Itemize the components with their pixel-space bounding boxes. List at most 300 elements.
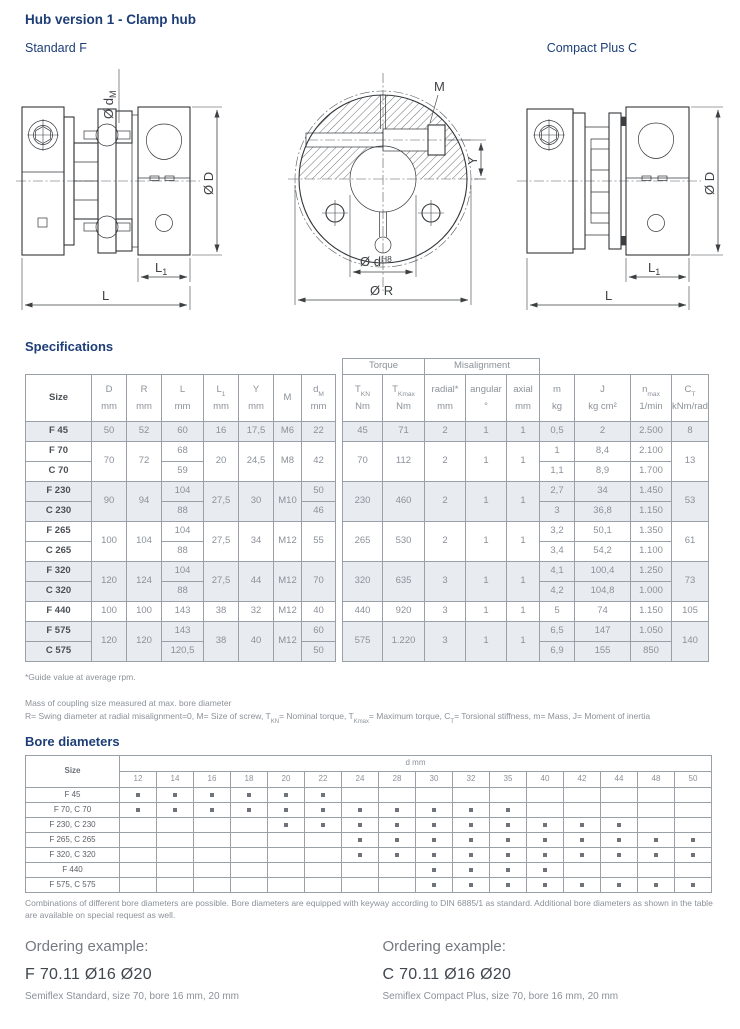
bore-empty-cell — [305, 878, 342, 893]
bore-empty-cell — [527, 788, 564, 803]
table-cell: F 575 — [26, 622, 92, 642]
table-cell: 6,5 — [540, 622, 575, 642]
dim-label-y: Y — [465, 156, 480, 165]
table-cell: 2 — [425, 422, 466, 442]
table-cell: 88 — [162, 542, 204, 562]
bore-diameter-header: 50 — [675, 772, 712, 788]
bore-mark-cell — [638, 878, 675, 893]
table-cell: M12 — [274, 622, 302, 662]
table-cell: 4,1 — [540, 562, 575, 582]
ordering-examples — [25, 938, 740, 1002]
table-cell: 1,1 — [540, 462, 575, 482]
bore-mark-cell — [601, 833, 638, 848]
screw-label-m: M — [434, 79, 445, 94]
bore-mark-cell — [601, 878, 638, 893]
table-cell: 1 — [466, 622, 507, 662]
table-cell: L mm — [162, 375, 204, 422]
table-cell: 104 — [162, 482, 204, 502]
table-cell: 88 — [162, 582, 204, 602]
bore-mark-cell — [527, 818, 564, 833]
bore-mark-cell — [342, 818, 379, 833]
bore-dmm-header: d mm — [120, 756, 712, 772]
bore-mark-cell — [490, 803, 527, 818]
bore-empty-cell — [379, 788, 416, 803]
bore-empty-cell — [120, 878, 157, 893]
table-cell: $L_1$ mm — [204, 375, 239, 422]
ordering-heading: Ordering example: — [382, 938, 506, 956]
bore-empty-cell — [157, 818, 194, 833]
bore-empty-cell — [157, 848, 194, 863]
table-cell: C 265 — [26, 542, 92, 562]
bore-mark-cell — [416, 803, 453, 818]
ordering-description: Semiflex Compact Plus, size 70, bore 16 mm, 20 mm — [382, 991, 619, 1003]
bore-mark-cell — [527, 863, 564, 878]
table-cell: $n_{max}$ 1/min — [631, 375, 672, 422]
bore-empty-cell — [231, 878, 268, 893]
table-cell: 46 — [302, 502, 336, 522]
group-header-torque: Torque — [343, 359, 425, 375]
bore-empty-cell — [564, 788, 601, 803]
table-cell: M — [274, 375, 302, 422]
table-cell: 120 — [92, 622, 127, 662]
footnote-guide-value: *Guide value at average rpm. — [25, 672, 136, 682]
table-cell: 120 — [127, 622, 162, 662]
table-cell: 1 — [466, 522, 507, 562]
bore-row-label: F 575, C 575 — [26, 878, 120, 893]
table-cell: angular ° — [466, 375, 507, 422]
bore-mark-cell — [601, 848, 638, 863]
table-cell: 100 — [92, 602, 127, 622]
bore-empty-cell — [564, 803, 601, 818]
footnote-mass: Mass of coupling size measured at max. bore diameter — [25, 698, 232, 708]
table-cell: 1 — [466, 562, 507, 602]
table-cell: 6,9 — [540, 642, 575, 662]
table-cell: 1.250 — [631, 562, 672, 582]
bore-mark-cell — [342, 848, 379, 863]
table-cell: 1 — [466, 442, 507, 482]
table-cell: $C_T$ kNm/rad — [672, 375, 709, 422]
bore-empty-cell — [305, 848, 342, 863]
table-cell: 104 — [127, 522, 162, 562]
bore-mark-cell — [379, 803, 416, 818]
table-cell: 2 — [575, 422, 631, 442]
page-title: Hub version 1 - Clamp hub — [25, 12, 197, 27]
bore-empty-cell — [231, 863, 268, 878]
table-cell: $T_{KN}$ Nm — [343, 375, 383, 422]
table-cell: 40 — [239, 622, 274, 662]
table-cell: C 320 — [26, 582, 92, 602]
dim-label-dm: Ø $d_M$ — [101, 90, 118, 119]
bore-empty-cell — [157, 863, 194, 878]
table-cell: 44 — [239, 562, 274, 602]
dim-label-l1: $L_1$ — [648, 260, 661, 277]
table-cell: 45 — [343, 422, 383, 442]
bore-empty-cell — [601, 863, 638, 878]
table-cell: 70 — [343, 442, 383, 482]
table-cell: 32 — [239, 602, 274, 622]
variant-labels — [25, 41, 637, 55]
table-cell: 1 — [507, 442, 540, 482]
table-cell: 3 — [425, 562, 466, 602]
table-cell: 105 — [672, 602, 709, 622]
bore-empty-cell — [490, 788, 527, 803]
bore-mark-cell — [120, 788, 157, 803]
table-cell: 0,5 — [540, 422, 575, 442]
table-cell: 320 — [343, 562, 383, 602]
table-cell: m kg — [540, 375, 575, 422]
table-cell: 1.150 — [631, 502, 672, 522]
bore-empty-cell — [268, 878, 305, 893]
table-cell: 143 — [162, 622, 204, 642]
bore-diameter-header: 35 — [490, 772, 527, 788]
table-cell: 1 — [507, 562, 540, 602]
bore-mark-cell — [453, 848, 490, 863]
bore-empty-cell — [157, 833, 194, 848]
table-cell: 60 — [302, 622, 336, 642]
bore-empty-cell — [231, 818, 268, 833]
table-cell: 3 — [540, 502, 575, 522]
bore-mark-cell — [379, 848, 416, 863]
ordering-heading: Ordering example: — [25, 938, 149, 956]
table-cell: 34 — [575, 482, 631, 502]
table-cell: J kg cm² — [575, 375, 631, 422]
table-cell: 68 — [162, 442, 204, 462]
col-header-size: Size — [26, 375, 92, 422]
bore-empty-cell — [268, 848, 305, 863]
bore-mark-cell — [527, 878, 564, 893]
bore-empty-cell — [194, 833, 231, 848]
bore-mark-cell — [453, 803, 490, 818]
bore-empty-cell — [342, 788, 379, 803]
table-cell: 24,5 — [239, 442, 274, 482]
table-cell: F 265 — [26, 522, 92, 542]
bore-diameters-section — [25, 755, 715, 893]
dim-label-d-h8: Ø $d^{H8}$ — [360, 254, 392, 269]
table-cell: 5 — [540, 602, 575, 622]
bore-diameter-header: 30 — [416, 772, 453, 788]
bore-mark-cell — [527, 833, 564, 848]
bore-mark-cell — [305, 788, 342, 803]
table-cell: 22 — [302, 422, 336, 442]
dim-label-diameter-d: Ø D — [201, 171, 216, 195]
table-cell: 140 — [672, 622, 709, 662]
bore-empty-cell — [120, 863, 157, 878]
bore-empty-cell — [194, 878, 231, 893]
table-cell: 1.100 — [631, 542, 672, 562]
table-cell: 104,8 — [575, 582, 631, 602]
drawing-standard-f — [14, 65, 252, 323]
bore-mark-cell — [268, 818, 305, 833]
bore-mark-cell — [490, 878, 527, 893]
table-cell: M8 — [274, 442, 302, 482]
bore-empty-cell — [379, 878, 416, 893]
dim-label-r: Ø R — [370, 283, 394, 298]
table-cell: 13 — [672, 442, 709, 482]
table-cell: 1 — [466, 422, 507, 442]
bore-row-label: F 265, C 265 — [26, 833, 120, 848]
table-cell: 104 — [162, 562, 204, 582]
bore-mark-cell — [453, 863, 490, 878]
table-cell: 8 — [672, 422, 709, 442]
bore-empty-cell — [601, 803, 638, 818]
ordering-description: Semiflex Standard, size 70, bore 16 mm, 20 mm — [25, 991, 239, 1003]
table-cell: F 440 — [26, 602, 92, 622]
table-cell: 3 — [425, 602, 466, 622]
ordering-example-compact-plus — [383, 938, 740, 1002]
bore-diameter-header: 44 — [601, 772, 638, 788]
table-cell: M6 — [274, 422, 302, 442]
bore-empty-cell — [120, 833, 157, 848]
drawing-compact-plus-c — [515, 65, 740, 323]
table-cell: 1.000 — [631, 582, 672, 602]
bore-empty-cell — [564, 863, 601, 878]
table-cell: 104 — [162, 522, 204, 542]
bore-mark-cell — [638, 848, 675, 863]
table-cell: 60 — [162, 422, 204, 442]
table-cell: 1 — [507, 602, 540, 622]
bore-empty-cell — [342, 878, 379, 893]
table-cell: 147 — [575, 622, 631, 642]
bore-mark-cell — [231, 803, 268, 818]
table-cell: 850 — [631, 642, 672, 662]
bore-diameter-header: 48 — [638, 772, 675, 788]
coupling-side-view — [16, 107, 200, 255]
table-cell: 30 — [239, 482, 274, 522]
bore-mark-cell — [453, 878, 490, 893]
bore-size-header: Size — [26, 756, 120, 788]
table-cell: 575 — [343, 622, 383, 662]
bore-empty-cell — [194, 818, 231, 833]
table-cell: Y mm — [239, 375, 274, 422]
table-cell: 124 — [127, 562, 162, 602]
bore-mark-cell — [194, 788, 231, 803]
table-cell: 20 — [204, 442, 239, 482]
bore-empty-cell — [305, 833, 342, 848]
bore-mark-cell — [231, 788, 268, 803]
bore-diameter-header: 18 — [231, 772, 268, 788]
table-cell: 635 — [383, 562, 425, 602]
table-cell: 530 — [383, 522, 425, 562]
table-cell: 4,2 — [540, 582, 575, 602]
bore-diameter-header: 28 — [379, 772, 416, 788]
table-cell: 440 — [343, 602, 383, 622]
table-cell: 1 — [507, 482, 540, 522]
bore-mark-cell — [305, 818, 342, 833]
bore-mark-cell — [157, 788, 194, 803]
table-cell: axial mm — [507, 375, 540, 422]
table-cell: 38 — [204, 602, 239, 622]
table-cell: F 320 — [26, 562, 92, 582]
bore-diameter-header: 40 — [527, 772, 564, 788]
bore-diameter-header: 22 — [305, 772, 342, 788]
table-cell: 1 — [507, 622, 540, 662]
table-cell: 90 — [92, 482, 127, 522]
table-cell: C 575 — [26, 642, 92, 662]
table-cell: radial* mm — [425, 375, 466, 422]
bore-empty-cell — [638, 863, 675, 878]
dim-label-l1: $L_1$ — [155, 260, 168, 277]
bore-row-label: F 320, C 320 — [26, 848, 120, 863]
bore-empty-cell — [120, 848, 157, 863]
table-cell: 1 — [507, 422, 540, 442]
table-cell: 52 — [127, 422, 162, 442]
bore-diameter-header: 32 — [453, 772, 490, 788]
table-cell: 50,1 — [575, 522, 631, 542]
table-cell: 74 — [575, 602, 631, 622]
table-cell: 94 — [127, 482, 162, 522]
table-cell: 50 — [92, 422, 127, 442]
bore-mark-cell — [416, 848, 453, 863]
bore-mark-cell — [416, 818, 453, 833]
bore-empty-cell — [268, 833, 305, 848]
bore-empty-cell — [342, 863, 379, 878]
table-cell: 3 — [425, 622, 466, 662]
table-cell: 1 — [466, 482, 507, 522]
table-cell: D mm — [92, 375, 127, 422]
table-cell: M12 — [274, 522, 302, 562]
bore-diameter-header: 20 — [268, 772, 305, 788]
table-cell: 2 — [425, 442, 466, 482]
ordering-code: F 70.11 Ø16 Ø20 — [25, 966, 152, 984]
bore-mark-cell — [453, 818, 490, 833]
table-cell: 100 — [127, 602, 162, 622]
bore-mark-cell — [490, 833, 527, 848]
table-cell — [540, 359, 709, 375]
table-cell: C 230 — [26, 502, 92, 522]
table-cell: 2 — [425, 482, 466, 522]
table-cell: 143 — [162, 602, 204, 622]
table-cell: 88 — [162, 502, 204, 522]
bore-diameter-header: 42 — [564, 772, 601, 788]
technical-drawings — [0, 65, 740, 327]
dim-label-l: L — [102, 288, 110, 303]
table-cell: 70 — [92, 442, 127, 482]
footnote-legend: R= Swing diameter at radial misalignment=0, M= Size of screw, $T_{KN}=$ Nominal torque, $T_{Kmax}=$ Maximum torque, $C_T=$ Torsional stiffness, m= Mass, J= Moment of inertia — [25, 711, 651, 726]
bore-mark-cell — [416, 863, 453, 878]
section-heading-specifications: Specifications — [25, 339, 114, 354]
table-cell: 34 — [239, 522, 274, 562]
bore-row-label: F 440 — [26, 863, 120, 878]
bore-mark-cell — [305, 803, 342, 818]
table-cell: 73 — [672, 562, 709, 602]
bore-empty-cell — [379, 863, 416, 878]
table-cell: 1.700 — [631, 462, 672, 482]
bore-mark-cell — [675, 848, 712, 863]
bore-mark-cell — [342, 833, 379, 848]
bore-empty-cell — [194, 848, 231, 863]
table-cell: 8,4 — [575, 442, 631, 462]
bore-diameter-header: 24 — [342, 772, 379, 788]
table-cell: 100,4 — [575, 562, 631, 582]
bore-empty-cell — [527, 803, 564, 818]
table-cell: 1.050 — [631, 622, 672, 642]
bore-mark-cell — [120, 803, 157, 818]
bore-mark-cell — [490, 848, 527, 863]
table-cell: 53 — [672, 482, 709, 522]
table-cell: 8,9 — [575, 462, 631, 482]
table-cell: 1 — [507, 522, 540, 562]
table-cell: 155 — [575, 642, 631, 662]
table-cell: 27,5 — [204, 482, 239, 522]
bore-mark-cell — [416, 878, 453, 893]
bore-mark-cell — [564, 818, 601, 833]
table-cell: 50 — [302, 482, 336, 502]
table-cell: M10 — [274, 482, 302, 522]
table-cell: $d_M$ mm — [302, 375, 336, 422]
table-cell: 70 — [302, 562, 336, 602]
table-cell: 460 — [383, 482, 425, 522]
table-cell: C 70 — [26, 462, 92, 482]
bore-empty-cell — [675, 863, 712, 878]
table-cell: 1.220 — [383, 622, 425, 662]
table-cell: 120,5 — [162, 642, 204, 662]
table-cell: 59 — [162, 462, 204, 482]
table-cell: 72 — [127, 442, 162, 482]
bore-empty-cell — [601, 788, 638, 803]
drawing-front-view — [278, 65, 503, 323]
table-cell: 2.100 — [631, 442, 672, 462]
bore-empty-cell — [675, 803, 712, 818]
table-cell: 2 — [425, 522, 466, 562]
coupling-side-view — [517, 107, 701, 255]
table-cell: M12 — [274, 602, 302, 622]
bore-empty-cell — [638, 788, 675, 803]
bore-empty-cell — [231, 833, 268, 848]
bore-diameter-header: 16 — [194, 772, 231, 788]
table-cell: 36,8 — [575, 502, 631, 522]
table-cell: 42 — [302, 442, 336, 482]
dim-label-diameter-d: Ø D — [702, 171, 717, 195]
table-cell: 55 — [302, 522, 336, 562]
table-cell: F 45 — [26, 422, 92, 442]
bore-mark-cell — [194, 803, 231, 818]
table-cell: 1.450 — [631, 482, 672, 502]
bore-empty-cell — [675, 788, 712, 803]
ordering-code: C 70.11 Ø16 Ø20 — [382, 966, 512, 984]
bore-empty-cell — [453, 788, 490, 803]
table-cell: 2,7 — [540, 482, 575, 502]
bore-mark-cell — [268, 803, 305, 818]
table-cell: 3,2 — [540, 522, 575, 542]
variant-label-compact-plus-c: Compact Plus C — [546, 41, 637, 55]
bore-mark-cell — [268, 788, 305, 803]
table-cell: 40 — [302, 602, 336, 622]
bore-mark-cell — [342, 803, 379, 818]
bore-mark-cell — [379, 818, 416, 833]
bore-mark-cell — [416, 833, 453, 848]
variant-label-standard-f: Standard F — [25, 41, 87, 55]
bore-mark-cell — [157, 803, 194, 818]
spec-table-performance — [342, 358, 709, 662]
bore-row-label: F 45 — [26, 788, 120, 803]
table-cell: 120 — [92, 562, 127, 602]
dimensions — [22, 69, 222, 310]
table-cell: 920 — [383, 602, 425, 622]
table-cell: 61 — [672, 522, 709, 562]
table-cell: F 70 — [26, 442, 92, 462]
bore-diameter-header: 12 — [120, 772, 157, 788]
bore-table-note: Combinations of different bore diameters are possible. Bore diameters are equipped with keyway according to DIN 6885/1 as standard. Additional bore diameters as shown in the table are available on special request as well. — [25, 898, 713, 921]
table-cell: 2.500 — [631, 422, 672, 442]
table-cell: 71 — [383, 422, 425, 442]
table-cell: 100 — [92, 522, 127, 562]
table-cell: 265 — [343, 522, 383, 562]
bore-empty-cell — [120, 818, 157, 833]
table-cell: 3,4 — [540, 542, 575, 562]
bore-mark-cell — [564, 878, 601, 893]
spec-table-dimensions — [25, 374, 336, 662]
bore-mark-cell — [490, 818, 527, 833]
